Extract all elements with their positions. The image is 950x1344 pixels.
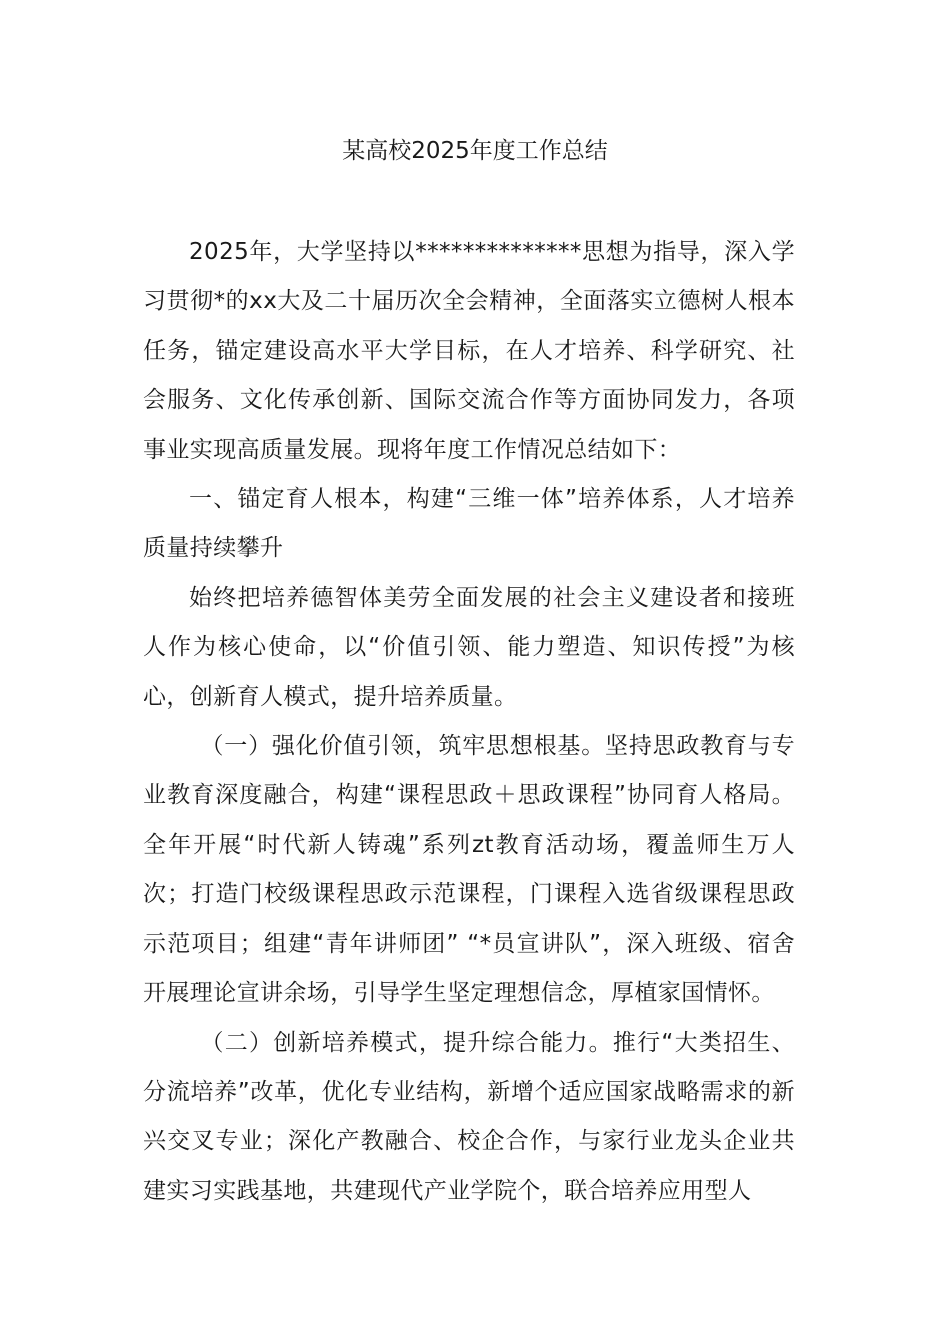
- section-1-intro-paragraph: 始终把培养德智体美劳全面发展的社会主义建设者和接班人作为核心使命，以“价值引领、能力塑造、知识传授”为核心，创新育人模式，提升培养质量。: [143, 584, 795, 710]
- subsection-2-paragraph: （二）创新培养模式，提升综合能力。推行“大类招生、分流培养”改革，优化专业结构，新增个适应国家战略需求的新兴交叉专业；深化产教融合、校企合作，与家行业龙头企业共建实习实践基地，共建现代产业学院个，联合培养应用型人: [143, 1029, 795, 1204]
- document-body: [143, 228, 795, 1216]
- intro-paragraph: 2025年，大学坚持以**************思想为指导，深入学习贯彻*的xx大及二十届历次全会精神，全面落实立德树人根本任务，锚定建设高水平大学目标，在人才培养、科学研究、社会服务、文化传承创新、国际交流合作等方面协同发力，各项事业实现高质量发展。现将年度工作情况总结如下：: [143, 239, 795, 463]
- document-title: 某高校2025年度工作总结: [342, 138, 608, 164]
- subsection-1-paragraph: （一）强化价值引领，筑牢思想根基。坚持思政教育与专业教育深度融合，构建“课程思政＋思政课程”协同育人格局。全年开展“时代新人铸魂”系列zt教育活动场，覆盖师生万人次；打造门校级课程思政示范课程，门课程入选省级课程思政示范项目；组建“青年讲师团” “*员宣讲队”，深入班级、宿舍开展理论宣讲余场，引导学生坚定理想信念，厚植家国情怀。: [143, 733, 795, 1007]
- section-heading-1: 一、锚定育人根本，构建“三维一体”培养体系，人才培养质量持续攀升: [143, 486, 795, 562]
